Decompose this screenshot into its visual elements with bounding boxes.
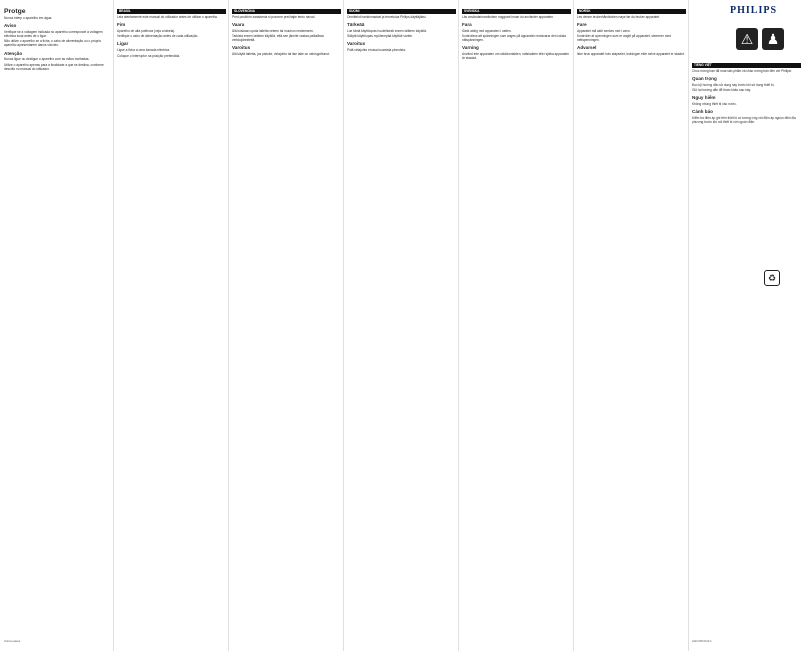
warning-icon: ⚠: [736, 28, 758, 50]
section-text: Coloque o interruptor na posição pretendida.: [117, 53, 181, 58]
recycle-icon: ♻: [764, 270, 780, 286]
column-divider: [688, 0, 689, 651]
column-divider: [573, 0, 574, 651]
column-6: [577, 6, 686, 646]
language-bar: SLOVENČINA: [232, 9, 341, 14]
column-7: [692, 60, 801, 645]
section-text: Không nhúng thiết bị vào nước.: [692, 101, 737, 106]
column-intro: Leia atentamente este manual do utilizador antes de utilizar o aparelho.: [117, 15, 219, 19]
column-5: [462, 6, 571, 646]
language-bar: TIẾNG VIỆT: [692, 63, 801, 68]
section-text: Älä koskaan upota laitetta veteen tai muuhun nesteeseen.: [232, 28, 314, 33]
section-heading: Fara: [462, 22, 472, 28]
column-divider: [458, 0, 459, 651]
section-text: Giữ lại hướng dẫn để tham khảo sau này.: [692, 88, 751, 93]
section-heading: Varoitus: [232, 45, 251, 51]
column-divider: [113, 0, 114, 651]
section-heading: Ligar: [117, 41, 129, 47]
section-text: Ikke bruk apparatet hvis støpselet, ledningen eller selve apparatet er skadet.: [577, 52, 685, 57]
section-text: Verifique o cabo de alimentação antes de cada utilização.: [117, 34, 199, 39]
column-intro: Läs användarhandboken noggrant innan du använder apparaten.: [462, 15, 554, 19]
section-heading: Nguy hiểm: [692, 95, 716, 101]
section-heading: Fare: [577, 22, 587, 28]
section-text: Lue tämä käyttöopas huolellisesti ennen laitteen käyttöä.: [347, 28, 427, 33]
column-intro: Pred použitím zariadenia si pozorne prečítajte tento návod.: [232, 15, 316, 19]
language-bar: BRASIL: [117, 9, 226, 14]
footnote-right: 4222.005.0123.4: [692, 640, 712, 643]
section-text: Kontrollera att spänningen som anges på apparaten motsvarar den lokala nätspänningen.: [462, 34, 566, 43]
column-divider: [228, 0, 229, 651]
language-bar: NORSK: [577, 9, 686, 14]
section-heading: Varning: [462, 45, 479, 51]
section-heading: Vaara: [232, 22, 245, 28]
column-4: [347, 6, 456, 646]
section-text: Verifique se a voltagem indicada no aparelho corresponde à voltagem eléctrica local antes de o ligar.: [4, 29, 103, 38]
section-text: Utilize o aparelho apenas para a finalidade a que se destina, conforme descrito no manual do utilizador.: [4, 62, 104, 71]
section-text: Đọc kỹ hướng dẫn sử dụng này trước khi sử dụng thiết bị.: [692, 82, 775, 87]
section-heading: Aviso: [4, 23, 17, 29]
section-text: Apparatet må aldri senkes ned i vann.: [577, 28, 631, 33]
section-heading: Advarsel: [577, 45, 597, 51]
column-2: [117, 6, 226, 646]
brand-logo: PHILIPS: [730, 5, 778, 16]
column-title: Protge: [4, 8, 26, 15]
section-heading: Fim: [117, 22, 126, 28]
column-divider: [343, 0, 344, 651]
section-heading: Varoitus: [347, 41, 366, 47]
column-intro: Chúc mừng bạn đã mua sản phẩm và chào mừng bạn đến với Philips!: [692, 69, 792, 73]
footnote-left: Outros países: [4, 640, 21, 643]
section-heading: Cảnh báo: [692, 109, 713, 115]
language-bar: SVENSKA: [462, 9, 571, 14]
column-intro: Nunca interp o aparelho em água.: [4, 16, 53, 20]
column-intro: Les denne brukerhåndboken nøye før du bruker apparatet.: [577, 15, 660, 19]
section-heading: Tärkeää: [347, 22, 365, 28]
section-text: Använd inte apparaten om stickkontakten, nätsladden eller själva apparaten är skadad.: [462, 52, 570, 61]
section-text: Älä käytä laitetta, jos pistoke, virtajohto tai itse laite on vahingoittunut.: [232, 52, 330, 57]
section-text: Kontroller at spenningen som er angitt på apparatet, stemmer med nettspenningen.: [577, 34, 671, 43]
section-text: Tarkista ennen laitteen käyttöä, että sen jännite vastaa paikallista verkkojännitettä.: [232, 34, 324, 43]
column-3: [232, 6, 341, 646]
section-text: Nunca ligue ou desligue o aparelho com as mãos molhadas.: [4, 57, 90, 62]
language-bar: SUOMI: [347, 9, 456, 14]
section-text: Sänk aldrig ned apparaten i vatten.: [462, 28, 512, 33]
column-intro: Onnittelut hankinnastasi ja tervetuloa Philips-käyttäjäksi.: [347, 15, 427, 19]
section-text: Aparelho de alta potência (veja a tabela).: [117, 28, 176, 33]
person-icon: ♟: [762, 28, 784, 50]
column-1: [4, 6, 113, 646]
section-heading: Quan trọng: [692, 76, 717, 82]
section-text: Kiểm tra điện áp ghi trên thiết bị có tương ứng với điện áp nguồn điện địa phương trước khi nối thiết bị với nguồn điện.: [692, 115, 796, 124]
section-text: Pidä virtajohto erossa kuumista pinnoista.: [347, 47, 406, 52]
section-text: Säilytä käyttöopas myöhempää käyttöä varten.: [347, 34, 414, 39]
section-heading: Atenção: [4, 50, 23, 56]
section-text: Não utilize o aparelho se a ficha, o cabo de alimentação ou o próprio aparelho apresentarem danos visíveis.: [4, 39, 102, 48]
section-text: Ligue a ficha a uma tomada eléctrica.: [117, 47, 170, 52]
